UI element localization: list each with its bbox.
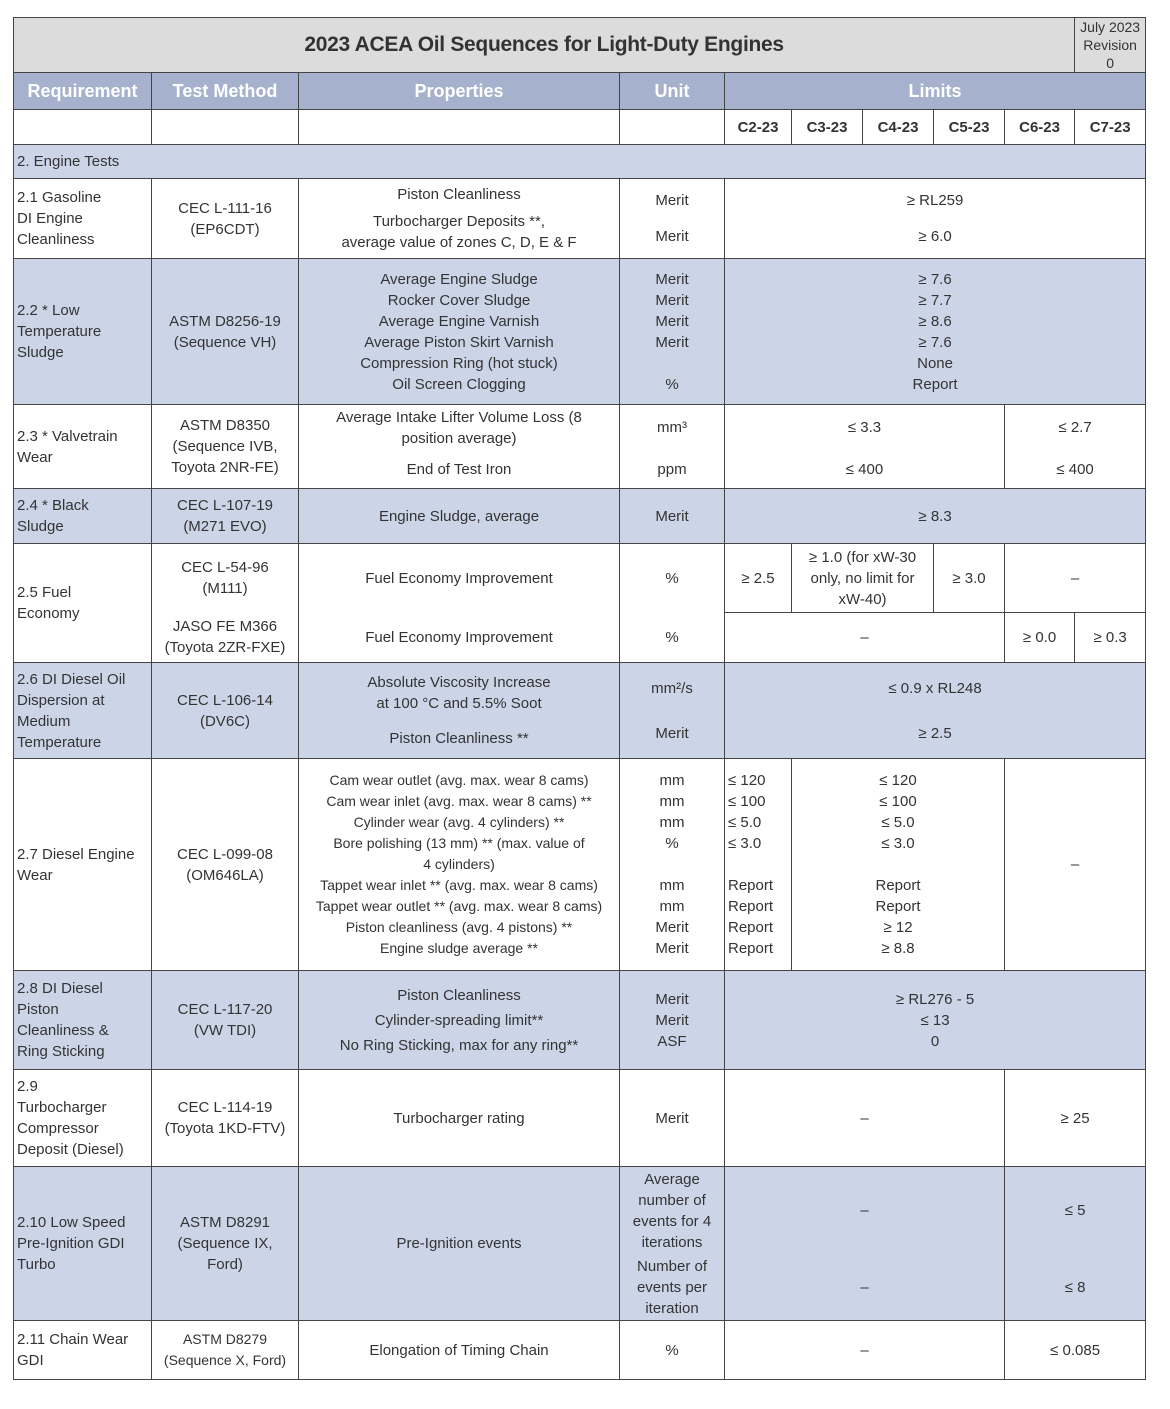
limits-cell: ≤ 400 [1005,451,1146,489]
limits-cell: ≤ 3.3 [725,405,1005,451]
test-method-cell: ASTM D8350 (Sequence IVB, Toyota 2NR-FE) [152,405,299,489]
limits-cell: – [725,613,1005,663]
grade-c3: C3-23 [792,110,863,145]
limits-cell: ≤ 8 [1005,1255,1146,1321]
grade-c4: C4-23 [863,110,934,145]
unit-cell: Merit Merit [620,179,725,259]
properties-cell: End of Test Iron [299,451,620,489]
test-method-cell: ASTM D8291 (Sequence IX, Ford) [152,1167,299,1321]
unit-cell: ppm [620,451,725,489]
unit-cell: Merit [620,1070,725,1167]
limits-cell: – [1005,759,1146,971]
table-row [14,663,1146,759]
limits-cell: – [725,1321,1005,1380]
properties-cell: Fuel Economy Improvement [299,613,620,663]
test-method-cell: CEC L-111-16 (EP6CDT) [152,179,299,259]
properties-cell: Average Engine Sludge Rocker Cover Sludge Average Engine Varnish Average Piston Skirt Varnish Compression Ring (hot stuck) Oil Screen Clogging [299,259,620,405]
limits-cell: – [725,1070,1005,1167]
test-method-cell: CEC L-117-20 (VW TDI) [152,971,299,1070]
revision-date: July 2023 [1080,19,1141,35]
properties-cell: Fuel Economy Improvement [299,544,620,613]
limits-cell: – [1005,544,1146,613]
table-row [14,259,1146,405]
requirement-cell: 2.6 DI Diesel Oil Dispersion at Medium Temperature [14,663,152,759]
table-row [14,405,1146,451]
unit-cell: Merit [620,489,725,544]
unit-cell: Merit Merit Merit Merit % [620,259,725,405]
header-requirement: Requirement [14,73,152,110]
test-method-cell: CEC L-106-14 (DV6C) [152,663,299,759]
properties-cell: Average Intake Lifter Volume Loss (8 position average) [299,405,620,451]
table-row [14,613,1146,663]
limits-cell: – [725,1255,1005,1321]
unit-cell: % [620,613,725,663]
section-title: 2. Engine Tests [14,145,1146,179]
properties-cell: Absolute Viscosity Increase at 100 °C and 5.5% Soot Piston Cleanliness ** [299,663,620,759]
header-test-method: Test Method [152,73,299,110]
header-properties: Properties [299,73,620,110]
table-row [14,179,1146,259]
test-method-cell: CEC L-107-19 (M271 EVO) [152,489,299,544]
properties-cell: Turbocharger rating [299,1070,620,1167]
table-row [14,544,1146,613]
properties-cell: Pre-Ignition events [299,1167,620,1321]
header-row [14,73,1146,110]
section-row [14,145,1146,179]
limits-cell: ≤ 400 [725,451,1005,489]
test-method-cell: ASTM D8256-19 (Sequence VH) [152,259,299,405]
requirement-cell: 2.3 * Valvetrain Wear [14,405,152,489]
requirement-cell: 2.5 Fuel Economy [14,544,152,663]
properties-cell: Piston Cleanliness Cylinder-spreading limit** No Ring Sticking, max for any ring** [299,971,620,1070]
limits-cell: ≥ 3.0 [934,544,1005,613]
requirement-cell: 2.7 Diesel Engine Wear [14,759,152,971]
test-method-cell: JASO FE M366 (Toyota 2ZR-FXE) [152,613,299,663]
table-row [14,759,1146,971]
unit-cell: % [620,1321,725,1380]
limits-cell: ≥ 8.3 [725,489,1146,544]
properties-cell: Cam wear outlet (avg. max. wear 8 cams) Cam wear inlet (avg. max. wear 8 cams) ** Cylinder wear (avg. 4 cylinders) ** Bore polishing (13 mm) ** (max. value of 4 cylinders) Tappet wear inlet ** (avg. max. wear 8 cams) Tappet wear outlet ** (avg. max. wear 8 cams) Piston cleanliness (avg. 4 pistons) ** Engine sludge average ** [299,759,620,971]
limits-cell: – [725,1167,1005,1255]
unit-cell: mm²/s Merit [620,663,725,759]
requirement-cell: 2.11 Chain Wear GDI [14,1321,152,1380]
grade-row [14,110,1146,145]
test-method-cell: CEC L-099-08 (OM646LA) [152,759,299,971]
requirement-cell: 2.1 Gasoline DI Engine Cleanliness [14,179,152,259]
limits-cell: ≥ 25 [1005,1070,1146,1167]
limits-cell: ≥ 7.6 ≥ 7.7 ≥ 8.6 ≥ 7.6 None Report [725,259,1146,405]
revision-number: Revision 0 [1083,37,1137,71]
limits-cell: ≥ 0.3 [1075,613,1146,663]
properties-cell: Piston Cleanliness Turbocharger Deposits **, average value of zones C, D, E & F [299,179,620,259]
test-method-cell: CEC L-114-19 (Toyota 1KD-FTV) [152,1070,299,1167]
requirement-cell: 2.4 * Black Sludge [14,489,152,544]
revision-info [1075,18,1146,73]
unit-cell: Average number of events for 4 iterations [620,1167,725,1255]
unit-cell: mm mm mm % mm mm Merit Merit [620,759,725,971]
table-row [14,971,1146,1070]
properties-cell: Engine Sludge, average [299,489,620,544]
table-row [14,489,1146,544]
requirement-cell: 2.10 Low Speed Pre-Ignition GDI Turbo [14,1167,152,1321]
table-row [14,1070,1146,1167]
limits-cell: ≤ 0.085 [1005,1321,1146,1380]
table-row [14,1321,1146,1380]
limits-cell: ≥ 1.0 (for xW-30 only, no limit for xW-40) [792,544,934,613]
limits-cell: ≥ RL259 ≥ 6.0 [725,179,1146,259]
grade-c5: C5-23 [934,110,1005,145]
table-title: 2023 ACEA Oil Sequences for Light-Duty Engines [14,18,1075,73]
header-unit: Unit [620,73,725,110]
unit-cell: mm³ [620,405,725,451]
unit-cell: Number of events per iteration [620,1255,725,1321]
grade-c7: C7-23 [1075,110,1146,145]
table-row [14,1167,1146,1255]
unit-cell: Merit Merit ASF [620,971,725,1070]
requirement-cell: 2.8 DI Diesel Piston Cleanliness & Ring Sticking [14,971,152,1070]
test-method-cell: ASTM D8279 (Sequence X, Ford) [152,1321,299,1380]
requirement-cell: 2.2 * Low Temperature Sludge [14,259,152,405]
limits-cell: ≥ 0.0 [1005,613,1075,663]
grade-c6: C6-23 [1005,110,1075,145]
limits-cell: ≥ 2.5 [725,544,792,613]
limits-cell: ≤ 0.9 x RL248 ≥ 2.5 [725,663,1146,759]
limits-cell: ≤ 120 ≤ 100 ≤ 5.0 ≤ 3.0 Report Report ≥ 12 ≥ 8.8 [792,759,1005,971]
requirement-cell: 2.9 Turbocharger Compressor Deposit (Diesel) [14,1070,152,1167]
limits-cell: ≤ 2.7 [1005,405,1146,451]
limits-cell: ≤ 5 [1005,1167,1146,1255]
properties-cell: Elongation of Timing Chain [299,1321,620,1380]
unit-cell: % [620,544,725,613]
limits-cell: ≥ RL276 - 5 ≤ 13 0 [725,971,1146,1070]
title-row [14,18,1146,73]
grade-c2: C2-23 [725,110,792,145]
test-method-cell: CEC L-54-96 (M111) [152,544,299,613]
header-limits: Limits [725,73,1146,110]
acea-sequences-table [13,17,1146,1380]
limits-cell: ≤ 120 ≤ 100 ≤ 5.0 ≤ 3.0 Report Report Report Report [725,759,792,971]
